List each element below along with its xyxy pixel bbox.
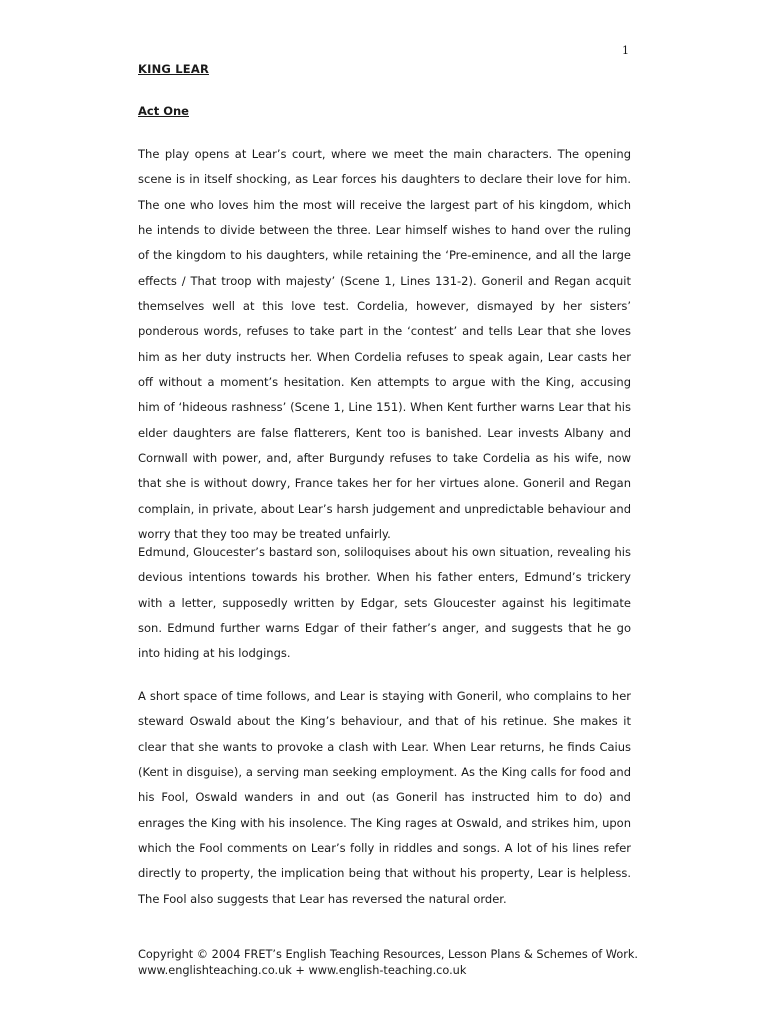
paragraph-goneril: A short space of time follows, and Lear is staying with Goneril, who complains to her steward Oswald about the King’s behaviour, and that of his retinue. She makes it clear that she wants to provoke a clash with Lear. When Lear returns, he finds Caius (Kent in disguise), a serving man seeking employment. As the King calls for food and his Fool, Oswald wanders in and out (as Goneril has instructed him to do) and enrages the King with his insolence. The King rages at Oswald, and strikes him, upon which the Fool comments on Lear’s folly in riddles and songs. A lot of his lines refer directly to property, the implication being that without his property, Lear is helpless. The Fool also suggests that Lear has reversed the natural order. bbox=[138, 689, 631, 906]
footer-copyright: Copyright © 2004 FRET’s English Teaching Resources, Lesson Plans & Schemes of Work. bbox=[138, 948, 639, 961]
footer-websites: www.englishteaching.co.uk + www.english-teaching.co.uk bbox=[138, 964, 467, 977]
paragraph-court-scene: The play opens at Lear’s court, where we meet the main characters. The opening scene is in itself shocking, as Lear forces his daughters to declare their love for him. The one who loves him the most will receive the largest part of his kingdom, which he intends to divide between the three. Lear himself wishes to hand over the ruling of the kingdom to his daughters, while retaining the ‘Pre-eminence, and all the large effects / That troop with majesty’ (Scene 1, Lines 131-2). Goneril and Regan acquit themselves well at this love test. Cordelia, however, dismayed by her sisters’ ponderous words, refuses to take part in the ‘contest’ and tells Lear that she loves him as her duty instructs her. When Cordelia refuses to speak again, Lear casts her off without a moment’s hesitation. Ken attempts to argue with the King, accusing him of ‘hideous rashness’ (Scene 1, Line 151). When Kent further warns Lear that his elder daughters are false flatterers, Kent too is banished. Lear invests Albany and Cornwall with power, and, after Burgundy refuses to take Cordelia as his wife, now that she is without dowry, France takes her for her virtues alone. Goneril and Regan complain, in private, about Lear’s harsh judgement and unpredictable behaviour and worry that they too may be treated unfairly. bbox=[138, 147, 631, 542]
paragraph-edmund: Edmund, Gloucester’s bastard son, soliloquises about his own situation, revealing his devious intentions towards his brother. When his father enters, Edmund’s trickery with a letter, supposedly written by Edgar, sets Gloucester against his legitimate son. Edmund further warns Edgar of their father’s anger, and suggests that he go into hiding at his lodgings. bbox=[138, 545, 631, 661]
page-footer bbox=[138, 947, 638, 979]
page-number: 1 bbox=[622, 44, 629, 57]
act-heading: Act One bbox=[138, 104, 189, 118]
document-title: KING LEAR bbox=[138, 62, 209, 76]
